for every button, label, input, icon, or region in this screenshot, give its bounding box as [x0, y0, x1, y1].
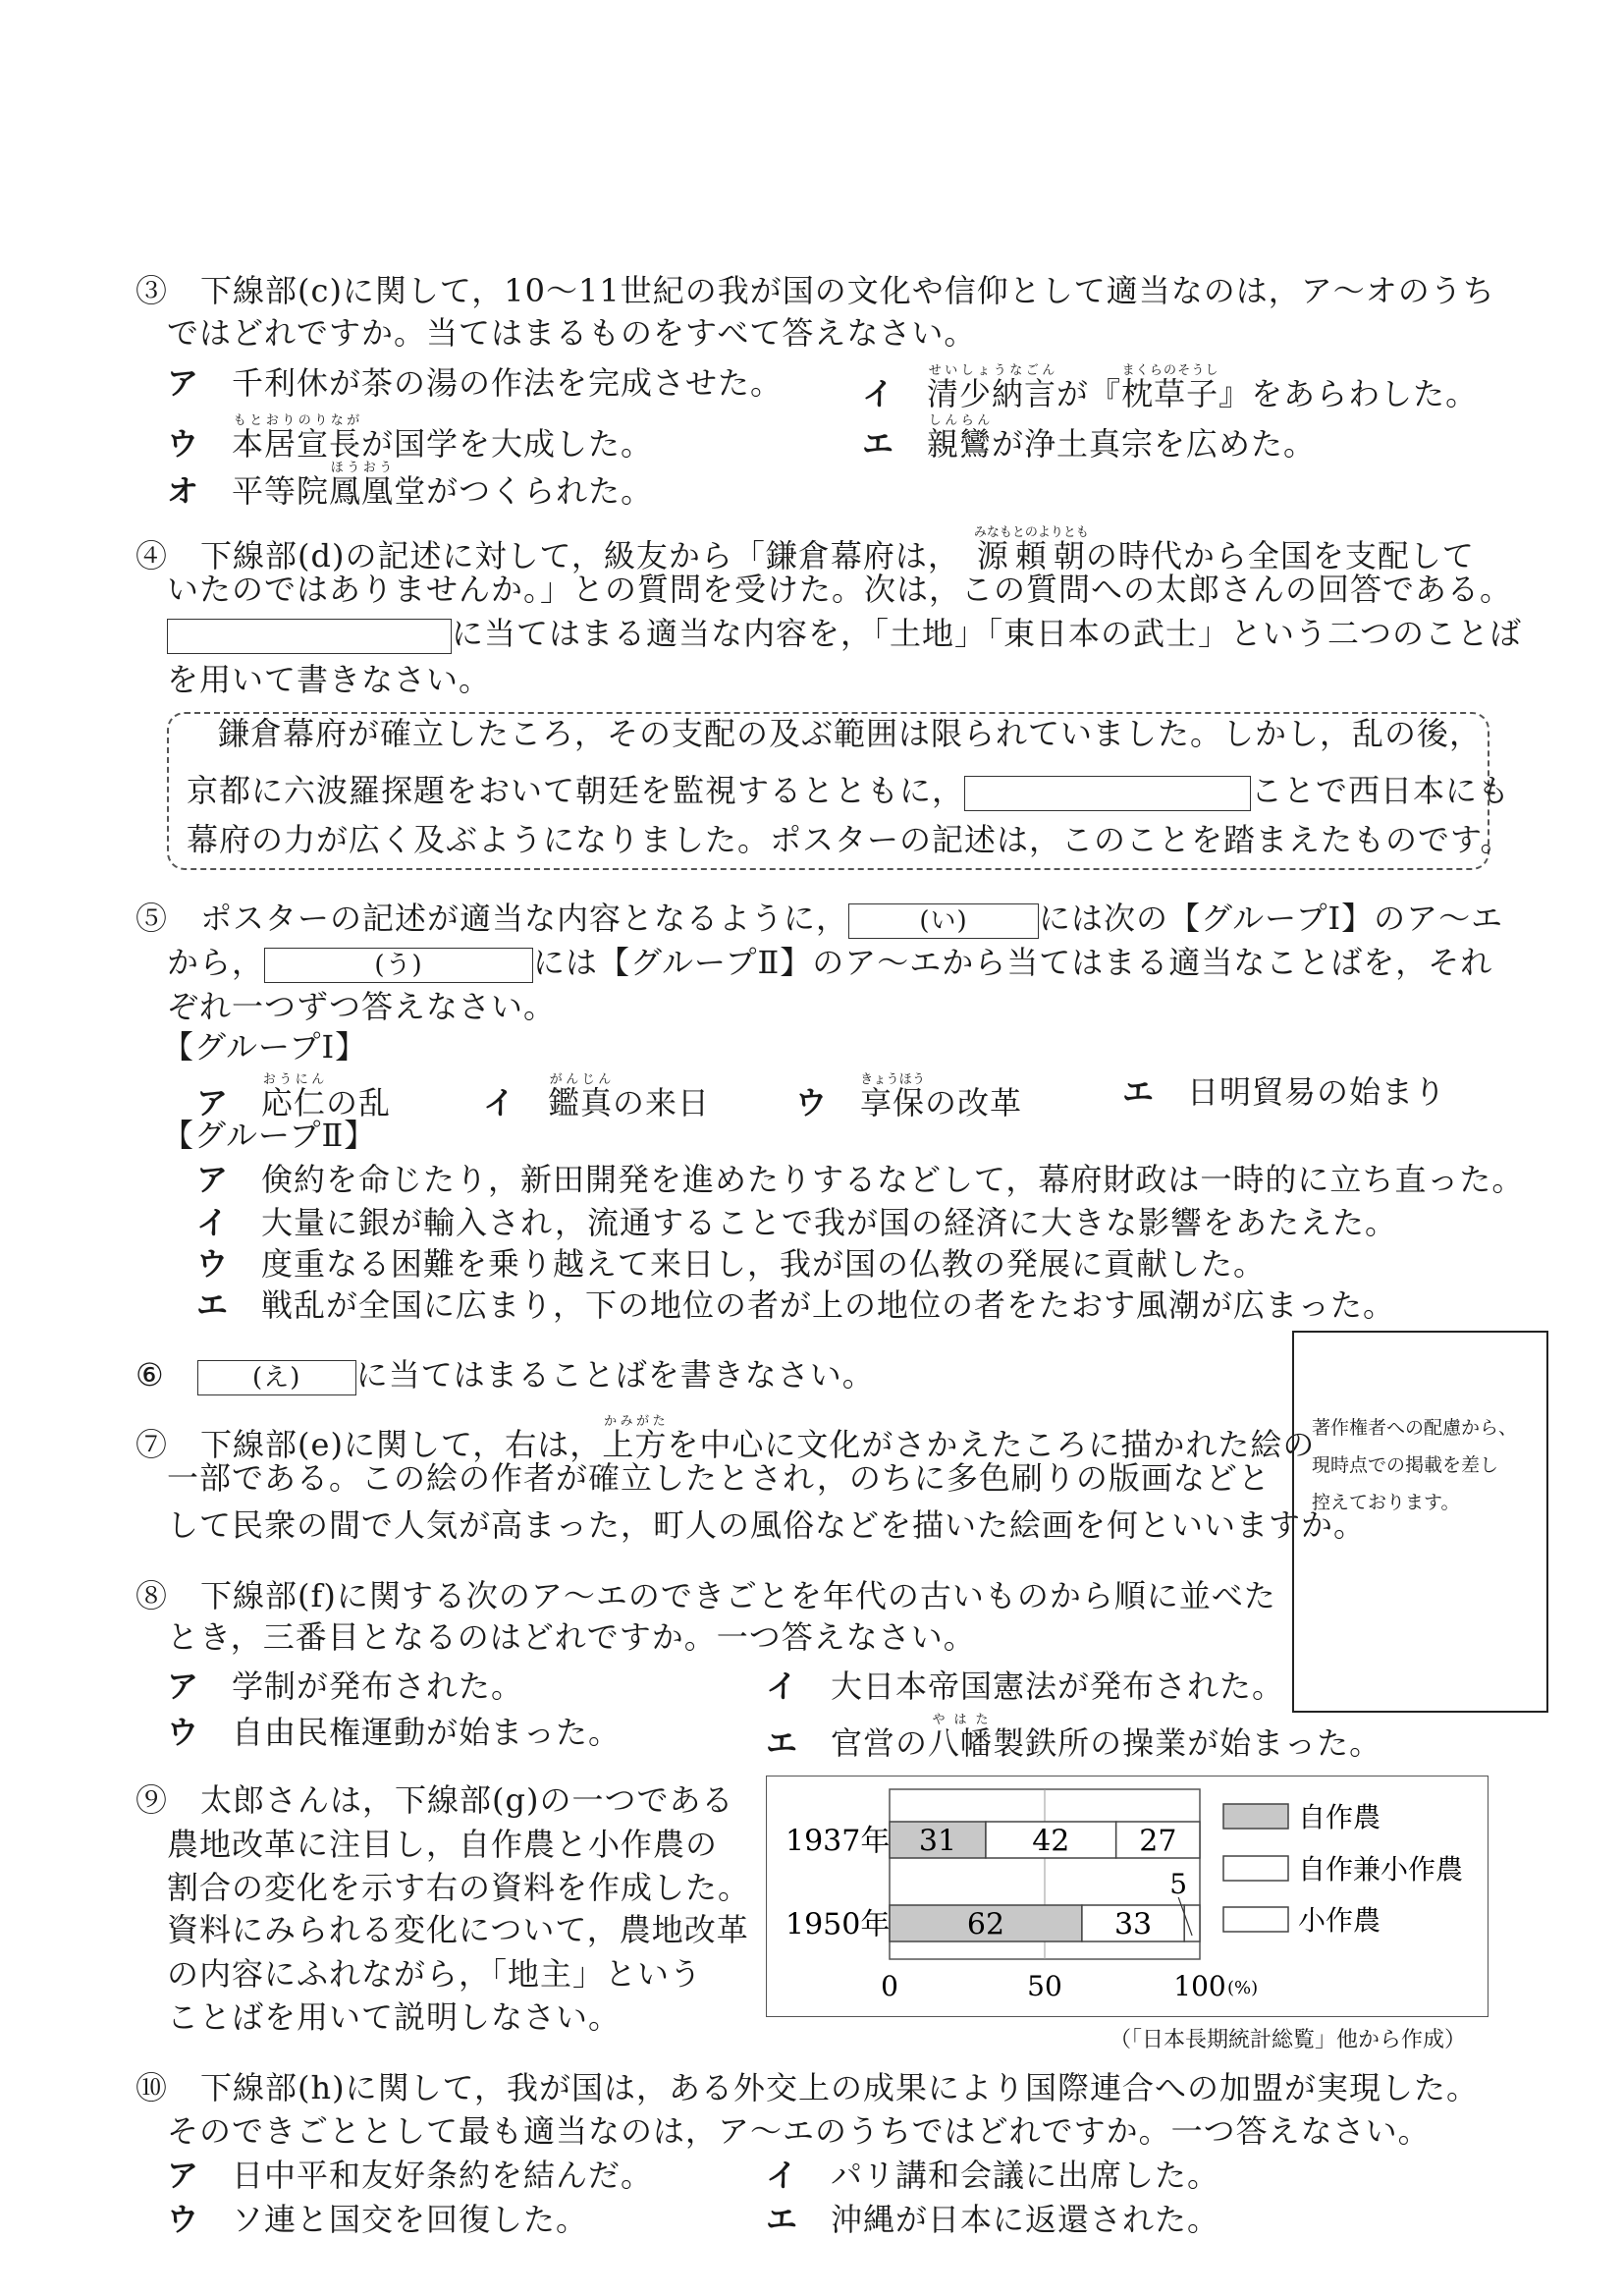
q4-line4: を用いて書きなさい。 — [167, 661, 492, 698]
legend-swatch — [1223, 1907, 1288, 1932]
q9-line: 割合の変化を示す右の資料を作成した。 — [167, 1869, 751, 1906]
group2-label: 【グループⅡ】 — [162, 1117, 377, 1154]
q4-line2: いたのではありませんか。」との質問を受けた。次は，この質問への太郎さんの回答である。 — [167, 571, 1513, 608]
q10-option-u: ウ ソ連と国交を回復した。 — [167, 2201, 589, 2238]
q8-option-u: ウ 自由民権運動が始まった。 — [167, 1714, 622, 1751]
category-label: 1950年 — [785, 1907, 891, 1942]
q3-line1: ③ 下線部(c)に関して，10～11世紀の我が国の文化や信仰として適当なのは，ア～オのうち — [135, 272, 1495, 309]
copyright-text: 現時点での掲載を差し — [1312, 1454, 1499, 1476]
legend-label: 自作兼小作農 — [1298, 1853, 1464, 1886]
group2-option: エ 戦乱が全国に広まり，下の地位の者が上の地位の者をたおす風潮が広まった。 — [196, 1286, 1396, 1324]
group1-option: ア 応仁おうにんの乱 — [196, 1072, 392, 1121]
copyright-text: 控えております。 — [1312, 1492, 1460, 1513]
box-line2: 京都に六波羅探題をおいて朝廷を監視するとともに， ことで西日本にも — [187, 772, 1511, 809]
group1-label: 【グループⅠ】 — [162, 1028, 368, 1066]
q6-line: ⑥ (え) に当てはまることばを書きなさい。 — [135, 1356, 875, 1394]
q3-option-i: イ 清少納言せいしょうなごんが『枕草子まくらのそうし』をあらわした。 — [862, 363, 1479, 412]
data-label: 31 — [918, 1824, 957, 1859]
q3-option-u: ウ 本居宣長もとおりのりながが国学を大成した。 — [167, 413, 654, 463]
q8-line1: ⑧ 下線部(f)に関する次のア～エのできごとを年代の古いものから順に並べた — [135, 1577, 1276, 1614]
blank-e: (え) — [197, 1360, 356, 1395]
q3-line2: ではどれですか。当てはまるものをすべて答えなさい。 — [167, 314, 977, 352]
legend-swatch — [1223, 1804, 1288, 1829]
q7-line2: 一部である。この絵の作者が確立したとされ，のちに多色刷りの版画などと — [167, 1459, 1271, 1497]
q10-option-a: ア 日中平和友好条約を結んだ。 — [167, 2157, 654, 2194]
x-tick-label: 50 — [1027, 1970, 1062, 2002]
x-tick-label: 0 — [881, 1970, 898, 2002]
data-label: 27 — [1139, 1824, 1177, 1859]
q7-line1: ⑦ 下線部(e)に関して，右は，上方かみがたを中心に文化がさかえたころに描かれた絵の — [135, 1414, 1316, 1463]
q3-option-a: ア 千利休が茶の湯の作法を完成させた。 — [167, 364, 784, 402]
x-tick-label: 100 — [1173, 1970, 1226, 2002]
q9-line: ことばを用いて説明しなさい。 — [167, 1998, 622, 2036]
data-label: 33 — [1113, 1907, 1153, 1942]
q3-option-o: オ 平等院鳳凰ほうおう堂がつくられた。 — [167, 461, 654, 510]
q9-line: 資料にみられる変化について，農地改革 — [167, 1911, 749, 1948]
group2-option: ウ 度重なる困難を乗り越えて来日し，我が国の仏教の発展に貢献した。 — [196, 1245, 1267, 1283]
q9-line1: ⑨ 太郎さんは，下線部(g)の一つである — [135, 1781, 734, 1819]
q8-option-e: エ 官営の八幡やはた製鉄所の操業が始まった。 — [766, 1713, 1382, 1762]
q8-option-a: ア 学制が発布された。 — [167, 1667, 524, 1705]
legend-label: 小作農 — [1298, 1904, 1381, 1937]
group2-option: ア 倹約を命じたり，新田開発を進めたりするなどして，幕府財政は一時的に立ち直った。 — [196, 1161, 1525, 1198]
bar-segment — [1184, 1905, 1200, 1941]
q3-option-e: エ 親鸞しんらんが浄土真宗を広めた。 — [862, 413, 1317, 463]
legend-label: 自作農 — [1298, 1801, 1381, 1833]
group2-option: イ 大量に銀が輸入され，流通することで我が国の経済に大きな影響をあたえた。 — [196, 1204, 1397, 1241]
q5-line2: から， (う) には【グループⅡ】のア～エから当てはまる適当なことばを，それ — [167, 944, 1493, 981]
category-label: 1937年 — [785, 1824, 891, 1859]
q7-line3: して民衆の間で人気が高まった，町人の風俗などを描いた絵画を何といいますか。 — [167, 1506, 1367, 1544]
q10-line2: そのできごととして最も適当なのは，ア～エのうちではどれですか。一つ答えなさい。 — [167, 2112, 1431, 2150]
q10-option-i: イ パリ講和会議に出席した。 — [766, 2157, 1220, 2194]
x-unit: (%) — [1227, 1978, 1259, 1998]
q5-line3: ぞれ一つずつ答えなさい。 — [167, 988, 557, 1025]
data-label: 62 — [966, 1907, 1005, 1942]
q8-line2: とき，三番目となるのはどれですか。一つ答えなさい。 — [167, 1618, 976, 1656]
group1-option: エ 日明貿易の始まり — [1122, 1073, 1447, 1111]
q10-option-e: エ 沖縄が日本に返還された。 — [766, 2201, 1220, 2238]
q9-line: の内容にふれながら，「地主」という — [167, 1955, 703, 1993]
box-line3: 幕府の力が広く及ぶようになりました。ポスターの記述は，このことを踏まえたものです。 — [187, 821, 1513, 858]
data-label: 42 — [1032, 1824, 1070, 1859]
group1-option: イ 鑑真がんじんの来日 — [483, 1072, 711, 1121]
chart-source: （「日本長期統計総覧」他から作成） — [1110, 2028, 1467, 2052]
blank-i: (い) — [848, 903, 1039, 939]
q4-line1: ④ 下線部(d)の記述に対して，級友から「鎌倉幕府は， 源頼朝みなもとのよりともの時代から全国を支配して — [135, 525, 1475, 574]
q9-line: 農地改革に注目し，自作農と小作農の — [167, 1826, 719, 1863]
box-line1: 鎌倉幕府が確立したころ，その支配の及ぶ範囲は限られていました。しかし，乱の後， — [218, 715, 1483, 752]
legend-swatch — [1223, 1856, 1288, 1881]
q4-line3: に当てはまる適当な内容を，「土地」「東日本の武士」という二つのことば — [167, 614, 1522, 654]
q5-line1: ⑤ ポスターの記述が適当な内容となるように， (い) には次の【グループⅠ】のア～エ — [135, 900, 1504, 937]
copyright-text: 著作権者への配慮から、 — [1312, 1417, 1518, 1439]
q10-line1: ⑩ 下線部(h)に関して，我が国は，ある外交上の成果により国際連合への加盟が実現した。 — [135, 2069, 1479, 2106]
q8-option-i: イ 大日本帝国憲法が発布された。 — [766, 1667, 1285, 1705]
data-label: 5 — [1169, 1868, 1188, 1900]
blank-u: (う) — [264, 948, 533, 983]
group1-option: ウ 享保きょうほうの改革 — [795, 1072, 1023, 1121]
